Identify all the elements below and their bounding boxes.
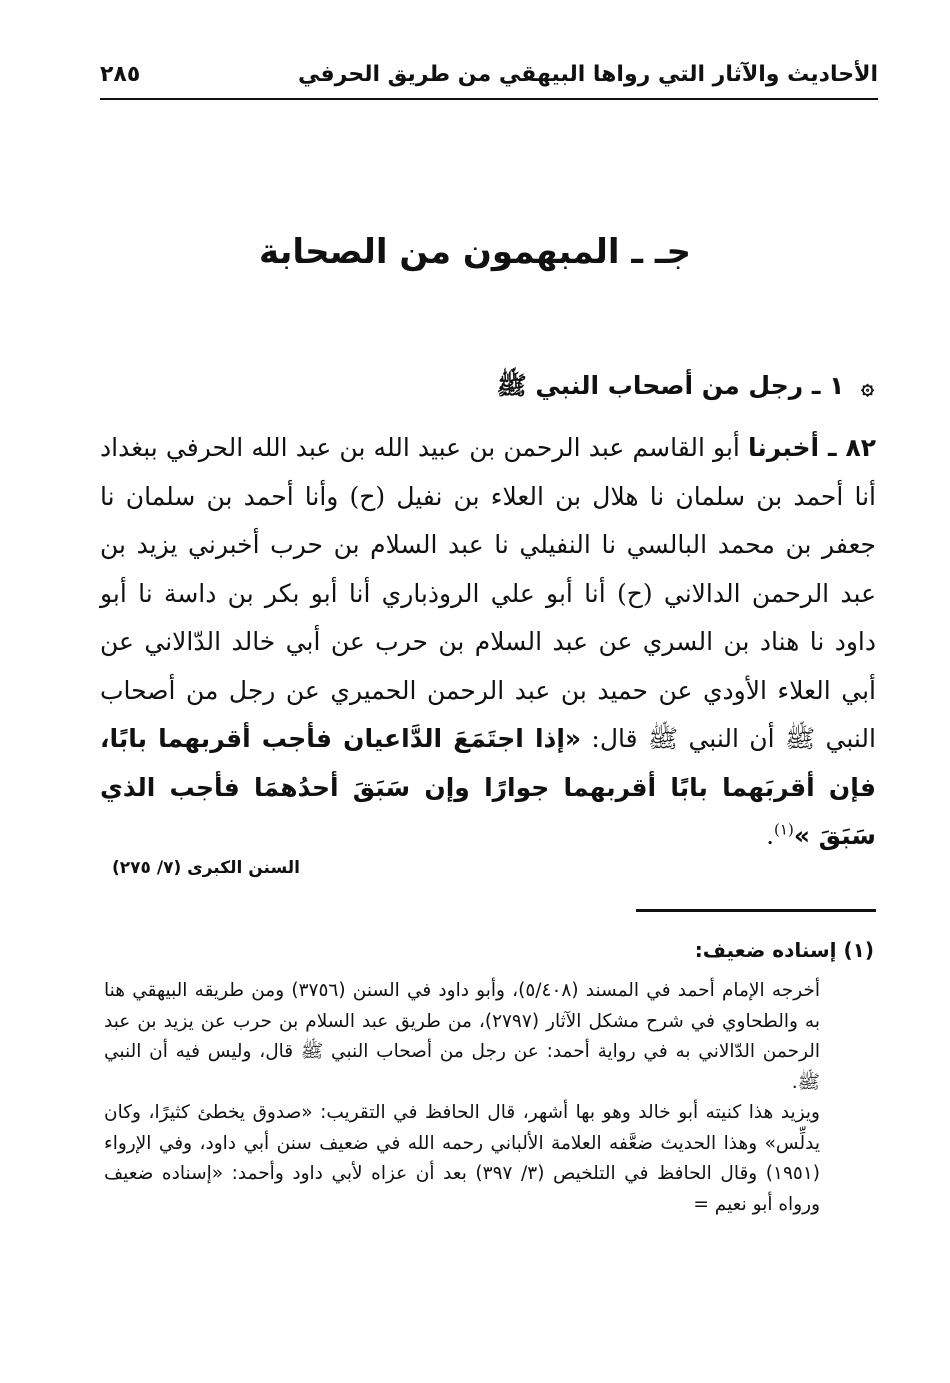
page-number: ٢٨٥ xyxy=(100,62,141,87)
footnote-paragraph-2: ويزيد هذا كنيته أبو خالد وهو بها أشهر، قال الحافظ في التقريب: «صدوق يخطئ كثيرًا، وكان يدلِّس» وهذا الحديث ضعَّفه العلامة الألباني رحمه الله في ضعيف سنن أبي داود، وفي الإرواء (١٩٥١) وقال الحافظ في التلخيص (٣/ ٣٩٧) بعد أن عزاه لأبي داود وأحمد: «إسناده ضعيف ورواه أبو نعيم = xyxy=(104,1102,820,1215)
source-reference: السنن الكبرى (٧/ ٢٧٥) xyxy=(112,858,300,878)
hadith-isnad: أبو القاسم عبد الرحمن بن عبيد الله بن عبد الله الحرفي ببغداد أنا أحمد بن سلمان نا هلال بن العلاء بن نفيل (ح) وأنا أحمد بن سلمان نا جعفر بن محمد البالسي نا النفيلي نا عبد السلام بن حرب أخبرني يزيد بن عبد الرحمن الدالاني (ح) أنا أبو علي الروذباري أنا أبو بكر بن داسة نا أبو داود نا هناد بن السري عن عبد السلام بن حرب عن أبي خالد الدّالاني عن أبي العلاء الأودي عن حميد بن عبد الرحمن الحميري عن رجل من أصحاب النبي ﷺ أن النبي ﷺ قال: xyxy=(100,433,876,753)
footnote-paragraph-1: أخرجه الإمام أحمد في المسند (٥/٤٠٨)، وأبو داود في السنن (٣٧٥٦) ومن طريقه البيهقي هنا به والطحاوي في شرح مشكل الآثار (٢٧٩٧)، من طريق عبد السلام بن حرب عن يزيد بن عبد الرحمن الدّالاني به في رواية أحمد: عن رجل من أصحاب النبي ﷺ قال، وليس فيه أن النبي ﷺ. xyxy=(104,980,820,1093)
running-header xyxy=(100,58,878,100)
flower-ornament-icon: ۞ xyxy=(861,375,874,400)
subsection-heading xyxy=(497,370,874,407)
hadith-end: . xyxy=(766,821,775,850)
footnote-divider xyxy=(636,909,876,912)
footnote-marker: (١) xyxy=(774,820,794,839)
hadith-text xyxy=(100,424,876,861)
hadith-number: ٨٢ ـ أخبرنا xyxy=(748,433,876,462)
subsection-title: ١ ـ رجل من أصحاب النبي ﷺ xyxy=(496,371,845,400)
footnote-body xyxy=(104,976,820,1220)
footnote-heading: (١) إسناده ضعيف: xyxy=(694,938,874,962)
section-heading: جـ ـ المبهمون من الصحابة xyxy=(259,232,691,272)
hadith-matn: «إذا اجتَمَعَ الدَّاعيان فأجب أقربهما بابًا، فإن أقربَهما بابًا أقربهما جوارًا وإن سَبَقَ أحدُهمَا فأجب الذي سَبَقَ » xyxy=(100,724,876,850)
running-title: الأحاديث والآثار التي رواها البيهقي من طريق الحرفي xyxy=(297,62,878,87)
